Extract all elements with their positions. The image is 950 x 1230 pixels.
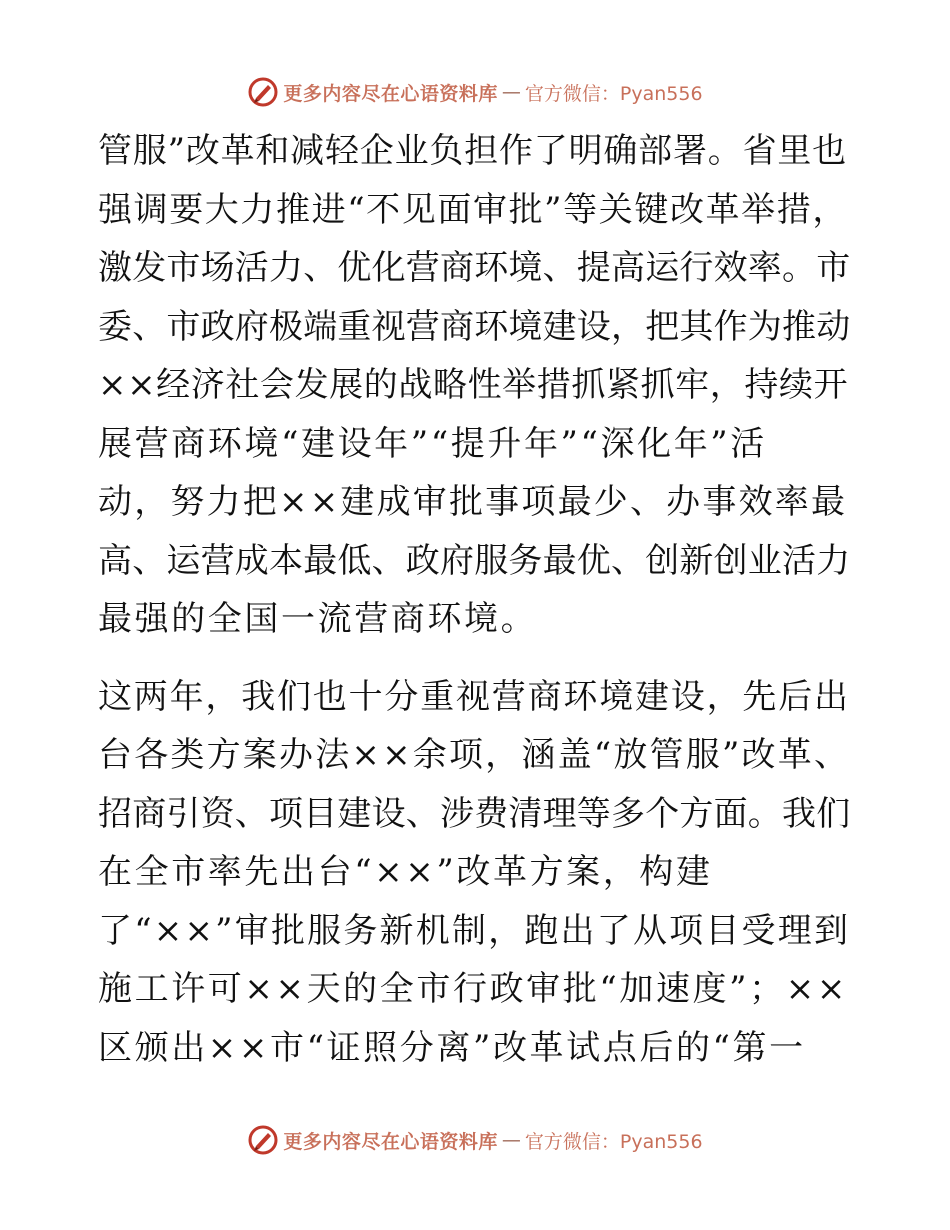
watermark-text: 更多内容尽在心语资料库 <box>283 1130 498 1153</box>
watermark-account: 官方微信：Pyan556 <box>524 82 703 105</box>
text-line: 高、运营成本最低、政府服务最优、创新创业活力 <box>98 540 850 581</box>
document-body <box>98 122 850 1077</box>
watermark-account: 官方微信：Pyan556 <box>524 1130 703 1153</box>
text-line: 在全市率先出台“××”改革方案，构建 <box>98 852 713 892</box>
text-line: 台各类方案办法××余项，涵盖“放管服”改革、 <box>98 735 850 775</box>
header-watermark <box>0 72 950 112</box>
watermark-dash: — <box>501 1129 521 1151</box>
paragraph <box>98 668 850 1078</box>
text-line: 施工许可××天的全市行政审批“加速度”；×× <box>98 969 848 1009</box>
paragraph <box>98 122 850 649</box>
text-line: 强调要大力推进“不见面审批”等关键改革举措， <box>98 189 848 230</box>
footer-watermark <box>0 1120 950 1160</box>
watermark-text: 更多内容尽在心语资料库 <box>283 82 498 105</box>
paragraph-spacer <box>98 649 850 668</box>
text-line: 最强的全国一流营商环境。 <box>98 599 538 639</box>
text-line: 区颁出××市“证照分离”改革试点后的“第一 <box>98 1027 806 1068</box>
text-line: 委、市政府极端重视营商环境建设，把其作为推动 <box>98 306 850 347</box>
text-line: 了“××”审批服务新机制，跑出了从项目受理到 <box>98 910 850 951</box>
watermark-dash: — <box>501 81 521 103</box>
text-line: 管服”改革和减轻企业负担作了明确部署。省里也 <box>98 131 847 171</box>
pen-logo-icon <box>247 76 279 108</box>
text-line: 动，努力把××建成审批事项最少、办事效率最 <box>98 482 848 522</box>
text-line: ××经济社会发展的战略性举措抓紧抓牢，持续开 <box>98 365 849 405</box>
text-line: 展营商环境“建设年”“提升年”“深化年”活 <box>98 423 767 464</box>
pen-logo-icon <box>247 1124 279 1156</box>
text-line: 招商引资、项目建设、涉费清理等多个方面。我们 <box>98 793 850 834</box>
text-line: 激发市场活力、优化营商环境、提高运行效率。市 <box>98 248 850 288</box>
text-line: 这两年，我们也十分重视营商环境建设，先后出 <box>98 676 850 717</box>
